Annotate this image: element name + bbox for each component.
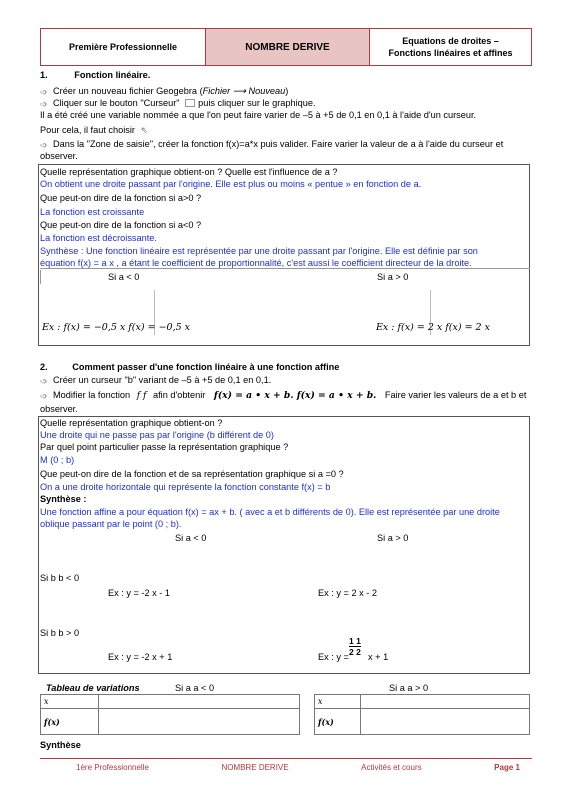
- s1-col-left-label: Si a < 0: [108, 272, 140, 282]
- s1-line-observe: observer.: [40, 151, 78, 161]
- divider: [40, 270, 41, 284]
- s2-answer-1: Une droite qui ne passe pas par l'origine (b différent de 0): [40, 430, 274, 440]
- s1-answer-1: On obtient une droite passant par l'origine. Elle est plus ou moins « pentue » en fonction de a.: [40, 179, 422, 189]
- s2-answer-2: M (0 ; b): [40, 455, 75, 465]
- variations-left-condition: Si a a < 0: [175, 683, 215, 693]
- s2-question-3: Que peut-on dire de la fonction et de sa représentation graphique si a =0 ?: [40, 469, 344, 479]
- s1-synthesis-line1: Synthèse : Une fonction linéaire est représentée par une droite passant par l'origine. Elle est définie par son: [40, 246, 478, 256]
- s1-line-choose: Pour cela, il faut choisir ⇖: [40, 125, 149, 135]
- footer-type: Activités et cours: [361, 763, 422, 772]
- s2-example2-right-tail: x + 1: [368, 652, 389, 662]
- s2-answer-3: On a une droite horizontale qui représente la fonction constante f(x) = b: [40, 482, 331, 492]
- s1-line-slider: ➩ Cliquer sur le bouton "Curseur" puis cliquer sur le graphique.: [40, 98, 316, 109]
- s1-question-1: Quelle représentation graphique obtient-on ? Quelle est l'influence de a ?: [40, 167, 338, 177]
- arrow-bullet-icon: ➩: [40, 87, 48, 97]
- s1-answer-3: La fonction est décroissante.: [40, 233, 157, 243]
- s2-example1-left: Ex : y = -2 x - 1: [108, 588, 171, 598]
- document-header: [40, 28, 532, 66]
- fraction-one-half: 1 1 2 2: [349, 636, 361, 657]
- s1-example-left: Ex : f(x) = −0,5 x f(x) = −0,5 x: [42, 322, 191, 333]
- table-cell-fx: f(x): [315, 709, 361, 735]
- s1-line-input-zone: ➩ Dans la "Zone de saisie", créer la fonction f(x)=a*x puis valider. Faire varier la valeur de a à l'aide du curseur et: [40, 139, 504, 150]
- s2-line-slider-b: ➩ Créer un curseur "b" variant de –5 à +5 de 0,1 en 0,1.: [40, 375, 272, 386]
- s2-example2-left: Ex : y = -2 x + 1: [108, 652, 173, 662]
- header-topic-line1: Equations de droites –: [402, 36, 499, 46]
- table-cell-x: x: [41, 695, 99, 709]
- footer-level: 1ère Professionnelle: [76, 763, 149, 772]
- variations-table-left: [40, 694, 300, 735]
- variations-title: Tableau de variations: [46, 683, 140, 693]
- s2-example1-right: Ex : y = 2 x - 2: [318, 588, 377, 598]
- footer-chapter: NOMBRE DERIVE: [221, 763, 289, 772]
- s2-col-left-label: Si a < 0: [175, 533, 207, 543]
- section2-answer-box: [38, 416, 530, 674]
- variations-table-right: [314, 694, 530, 735]
- s1-line-variable: Il a été créé une variable nommée a que l'on peut faire varier de –5 à +5 de 0,1 en 0,1 à l'aide d'un curseur.: [40, 110, 477, 120]
- divider: [40, 268, 530, 269]
- section2-title: 2. Comment passer d'une fonction linéaire à une fonction affine: [40, 362, 340, 372]
- s2-line-modify: ➩ Modifier la fonction f f afin d'obtenir f(x) = a • x + b. f(x) = a • x + b. Faire varier les valeurs de a et b et: [40, 390, 527, 401]
- s2-question-2: Par quel point particulier passe la représentation graphique ?: [40, 442, 289, 452]
- arrow-bullet-icon: ➩: [40, 99, 48, 109]
- final-synthesis-label: Synthèse: [40, 740, 81, 750]
- table-cell-x: x: [315, 695, 361, 709]
- slider-tool-icon: [185, 99, 195, 107]
- s2-synthesis-label: Synthèse :: [40, 494, 87, 504]
- s2-question-1: Quelle représentation graphique obtient-on ?: [40, 418, 223, 428]
- s1-question-3: Que peut-on dire de la fonction si a<0 ?: [40, 220, 202, 230]
- s2-col-right-label: Si a > 0: [377, 533, 409, 543]
- s2-line-observe: observer.: [40, 404, 78, 414]
- section1-title: 1. Fonction linéaire.: [40, 70, 151, 80]
- footer-page: Page 1: [494, 763, 520, 772]
- arrow-bullet-icon: ➩: [40, 376, 48, 386]
- s2-synthesis-line1: Une fonction affine a pour équation f(x) = ax + b. ( avec a et b différents de 0). Elle est représentée par une droite: [40, 507, 500, 517]
- arrow-bullet-icon: ➩: [40, 391, 48, 401]
- cursor-pointer-icon: ⇖: [140, 125, 149, 135]
- s1-question-2: Que peut-on dire de la fonction si a>0 ?: [40, 193, 202, 203]
- s1-example-right: Ex : f(x) = 2 x f(x) = 2 x: [376, 322, 490, 333]
- arrow-bullet-icon: ➩: [40, 140, 48, 150]
- s2-example2-right: Ex : y =: [318, 652, 349, 662]
- s1-col-right-label: Si a > 0: [377, 272, 409, 282]
- table-cell-fx: f(x): [41, 709, 99, 735]
- header-level: Première Professionnelle: [41, 29, 206, 65]
- s2-row2-label: Si b b > 0: [40, 628, 80, 638]
- header-chapter: NOMBRE DERIVE: [206, 29, 370, 65]
- document-footer: [40, 758, 532, 772]
- header-topic: [370, 29, 531, 65]
- header-topic-line2: Fonctions linéaires et affines: [388, 48, 513, 58]
- s1-line-new-file: ➩ Créer un nouveau fichier Geogebra (Fichier ⟶ Nouveau): [40, 86, 289, 97]
- s2-synthesis-line2: oblique passant par le point (0 ; b).: [40, 519, 182, 529]
- s1-synthesis-line2: équation f(x) = a x , a étant le coefficient de proportionnalité, c'est aussi le coefficient directeur de la droite.: [40, 258, 472, 268]
- s1-answer-2: La fonction est croissante: [40, 207, 145, 217]
- s2-row1-label: Si b b < 0: [40, 573, 80, 583]
- variations-right-condition: Si a a > 0: [389, 683, 429, 693]
